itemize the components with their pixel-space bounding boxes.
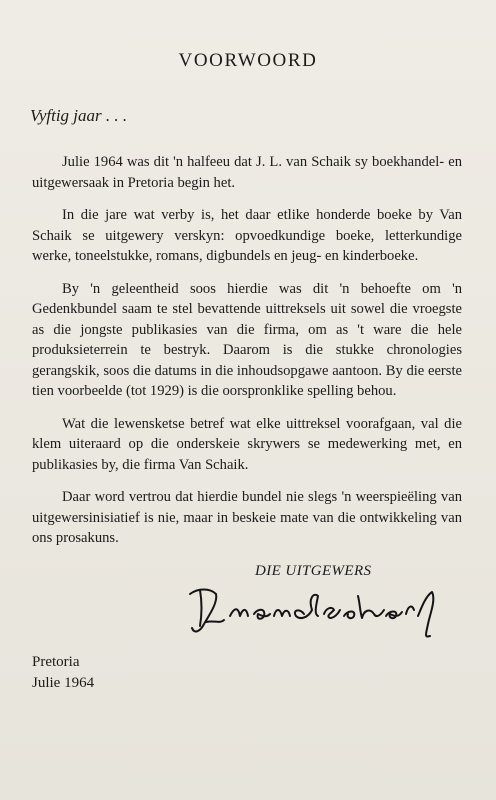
paragraph-3: By 'n geleentheid soos hierdie was dit 'n behoefte om 'n Gedenkbundel saam te stel bevattende uittreksels uit sowel die vroegste as die jongste publikasies van die firma, om as 't ware die hele produksieterrein te bestryk. Daarom is die stukke chronologies gerangskik, soos die datums in die inhoudsopgawe aantoon. By die eerste tien voorbeelde (tot 1929) is die oorspronklike spelling behou. (32, 280, 462, 399)
paragraph-1: Julie 1964 was dit 'n halfeeu dat J. L. van Schaik sy boekhandel- en uitgewersaak in Pretoria begin het. (32, 154, 462, 191)
foreword-body (32, 152, 462, 561)
handwritten-signature (180, 580, 450, 642)
opening-line: Vyftig jaar . . . (30, 106, 128, 125)
page-title: VOORWOORD (178, 50, 318, 71)
date-text: Julie 1964 (32, 675, 95, 691)
place-and-date (32, 652, 94, 694)
paragraph-5: Daar word vertrou dat hierdie bundel nie slegs 'n weerspieëling van uitgewersinisiatief is nie, maar in beskeie mate van die ontwikkeling van ons prosakuns. (32, 489, 462, 546)
paragraph-4: Wat die lewensketse betref wat elke uittreksel voorafgaan, val die klem uiteraard op die onderskeie skrywers se medewerking met, en publikasies by, die firma Van Schaik. (32, 415, 462, 473)
publisher-line: DIE UITGEWERS (255, 563, 372, 579)
place-text: Pretoria (32, 654, 80, 670)
paragraph-2: In die jare wat verby is, het daar etlike honderde boeke by Van Schaik se uitgewery verskyn: opvoedkundige boeke, letterkundige werke, toneelstukke, romans, digbundels en jeug- en kinderboeke. (32, 207, 462, 264)
